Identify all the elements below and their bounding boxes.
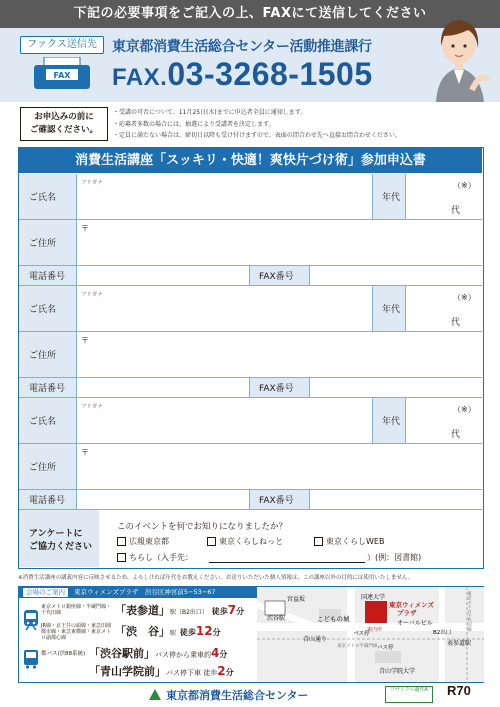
instruction-banner: 下記の必要事項をご記入の上、FAXにて送信してください [0, 0, 500, 28]
address-field[interactable] [76, 444, 482, 490]
notice-box [20, 107, 108, 141]
map-kodomo: こどもの城 [317, 615, 350, 623]
map-miyamasu: 宮益坂 [287, 596, 306, 603]
notice-item: ・定員に満たない場合は、締切日以降も受け付けますので、表面の問合わせ先へ直接お問合わせください。 [113, 132, 401, 139]
bus-ride-minutes: 4 [211, 646, 220, 660]
postal-mark: 〒 [81, 224, 89, 233]
map-bus-stop-2: バス停 [377, 645, 394, 651]
option-kurashi-web[interactable] [314, 536, 384, 547]
application-form [18, 147, 484, 569]
furigana-label: フリガナ [81, 404, 103, 410]
phone-field[interactable] [76, 266, 249, 286]
age-label: 年代 [372, 286, 405, 332]
fax-field[interactable] [309, 378, 482, 398]
furigana-label: フリガナ [81, 292, 103, 298]
bus-stop-shibuya [89, 645, 227, 661]
age-unit: 代 [451, 430, 461, 440]
fax-label: FAX番号 [249, 490, 309, 510]
option-label: ちらし（入手先： [129, 553, 193, 562]
survey-label [19, 510, 99, 567]
station-1: 「表参道」 [115, 604, 170, 617]
form-title: 消費生活講座「スッキリ・快適！爽快片づけ術」参加申込書 [19, 148, 482, 173]
minute-unit: 分 [212, 628, 221, 637]
train-line-1: 東京メトロ銀座線・半蔵門線・千代田線 [41, 604, 112, 616]
station-omotesando [115, 602, 244, 618]
map-shibuya: 渋谷駅 [267, 615, 286, 622]
name-label: ご氏名 [19, 398, 76, 444]
tokyo-logo-icon [148, 688, 162, 702]
bus-line: 都バス(渋88系統) [41, 651, 86, 657]
address-label: ご住所 [19, 444, 76, 490]
postal-mark: 〒 [81, 448, 89, 457]
venue-address: 渋谷区神宮前5−53−67 [144, 588, 216, 596]
map-venue-1: 東京ウィメンズ [389, 601, 434, 609]
guide-tag: 会場のご案内 [23, 588, 68, 597]
phone-label: 電話番号 [19, 378, 76, 398]
name-field[interactable] [76, 174, 372, 220]
station-shibuya [115, 623, 221, 639]
flyer-example: ）(例：図書館) [367, 553, 422, 562]
checkbox[interactable] [207, 537, 216, 546]
access-map [257, 587, 484, 682]
age-unit: 代 [451, 206, 461, 216]
minute-unit: 分 [236, 607, 245, 616]
survey-question: このイベントを何でお知りになりましたか？ [117, 522, 288, 532]
footer-org-name: 東京都消費生活総合センター [166, 689, 309, 702]
phone-field[interactable] [76, 378, 249, 398]
notice-box-line-1: お申込みの前に [34, 112, 94, 122]
age-label: 年代 [372, 398, 405, 444]
map-oval: オーバルビル [397, 620, 433, 627]
address-label: ご住所 [19, 220, 76, 266]
minute-unit: 分 [225, 668, 234, 677]
fax-label: FAX番号 [249, 378, 309, 398]
bus-walk-minutes: 2 [217, 664, 226, 678]
notice-item: ・応募者多数の場合には、抽選により受講者を決定します。 [113, 120, 275, 128]
fax-icon-text: FAX [53, 71, 71, 80]
train-line-2: JR線・京王井の頭線・東急田園都市線・東急東横線・東京メトロ副都心線 [41, 623, 112, 641]
name-label: ご氏名 [19, 174, 76, 220]
option-label: 東京くらしねっと [219, 537, 283, 546]
name-label: ご氏名 [19, 286, 76, 332]
exit-1: 駅（B2出口） [170, 609, 208, 616]
recycle-mark: リサイクル適性A [385, 686, 433, 703]
checkbox[interactable] [314, 537, 323, 546]
fax-destination-label: ファクス送信先 [20, 36, 104, 54]
age-unit: 代 [451, 318, 461, 328]
option-flyer[interactable] [117, 552, 193, 563]
notice-box-line-2: ご確認ください。 [29, 125, 98, 135]
bus-stop-2: 「青山学院前」 [89, 665, 166, 678]
flyer-source-field[interactable] [209, 562, 365, 563]
address-field[interactable] [76, 220, 482, 266]
venue-name: 東京ウィメンズプラザ [74, 588, 139, 596]
map-aogaku: 青山学院大学 [379, 668, 416, 675]
footer-org [148, 687, 309, 703]
furigana-label: フリガナ [81, 180, 103, 186]
exit-2: 駅 [170, 630, 177, 637]
age-note: （※） [453, 293, 476, 302]
map-bus-stop-1: バス停 [353, 631, 370, 637]
map-metro: 東京メトロ千代田線 [466, 591, 472, 632]
age-note: （※） [453, 405, 476, 414]
phone-field[interactable] [76, 490, 249, 510]
checkbox[interactable] [117, 553, 126, 562]
venue-guide [18, 586, 484, 683]
address-label: ご住所 [19, 332, 76, 378]
survey-label-line-1: アンケートに [29, 528, 83, 539]
option-label: 広報東京都 [129, 537, 169, 546]
phone-label: 電話番号 [19, 266, 76, 286]
r70-mark: R70 [447, 683, 471, 698]
bus-ride-label: バス停から乗車約 [155, 651, 211, 659]
bus-walk-label: バス停下車 徒歩 [166, 669, 218, 677]
privacy-footnote: ※消費生活講座の講義内容に反映させるため、よろしければ年代をお教えください。お送りいただいた個人情報は、この講座以外の目的には使用いたしません。 [18, 575, 414, 581]
option-kurashi-net[interactable] [207, 536, 283, 547]
map-omotesando: 表参道駅 [447, 640, 472, 647]
fax-number [112, 56, 373, 93]
notice-item: ・受講の可否について、11月25日(水)までに申込者全員に通知します。 [113, 109, 307, 116]
office-worker-illustration [428, 10, 490, 102]
checkbox[interactable] [117, 537, 126, 546]
station-2: 「渋 谷」 [115, 625, 170, 638]
name-field[interactable] [76, 286, 372, 332]
postal-mark: 〒 [81, 336, 89, 345]
recipient-org: 東京都消費生活総合センター活動推進課行 [112, 39, 372, 55]
fax-machine-icon [32, 57, 92, 91]
walk-2-label: 徒歩 [179, 628, 196, 637]
train-icon [23, 609, 39, 631]
fax-prefix: FAX. [112, 64, 168, 91]
fax-field[interactable] [309, 266, 482, 286]
notice-list [113, 107, 483, 142]
guide-header [19, 587, 259, 598]
map-kokuren: 国連大学 [361, 594, 386, 601]
map-metro-2: 東京メトロ半蔵門線 [337, 644, 378, 649]
walk-1-label: 徒歩 [211, 607, 228, 616]
minute-unit: 分 [219, 650, 228, 659]
fax-field[interactable] [309, 490, 482, 510]
map-b2: B2出口 [433, 630, 452, 636]
option-label: 東京くらしWEB [326, 537, 385, 546]
map-venue-2: プラザ [397, 609, 417, 617]
survey-label-line-2: ご協力ください [29, 541, 93, 552]
fax-number-digits: 03-3268-1505 [167, 56, 373, 92]
age-note: （※） [453, 181, 476, 190]
name-field[interactable] [76, 398, 372, 444]
bus-stop-1: 「渋谷駅前」 [89, 647, 155, 660]
fax-label: FAX番号 [249, 266, 309, 286]
walk-1-minutes: 7 [227, 603, 237, 617]
map-annex: 案内所 [367, 627, 383, 633]
option-koho-tokyo[interactable] [117, 536, 169, 547]
phone-label: 電話番号 [19, 490, 76, 510]
bus-icon [23, 649, 39, 669]
bus-stop-aogaku [89, 663, 234, 679]
address-field[interactable] [76, 332, 482, 378]
map-aoyama: 青山通り [303, 636, 328, 643]
walk-2-minutes: 12 [195, 624, 213, 638]
age-label: 年代 [372, 174, 405, 220]
